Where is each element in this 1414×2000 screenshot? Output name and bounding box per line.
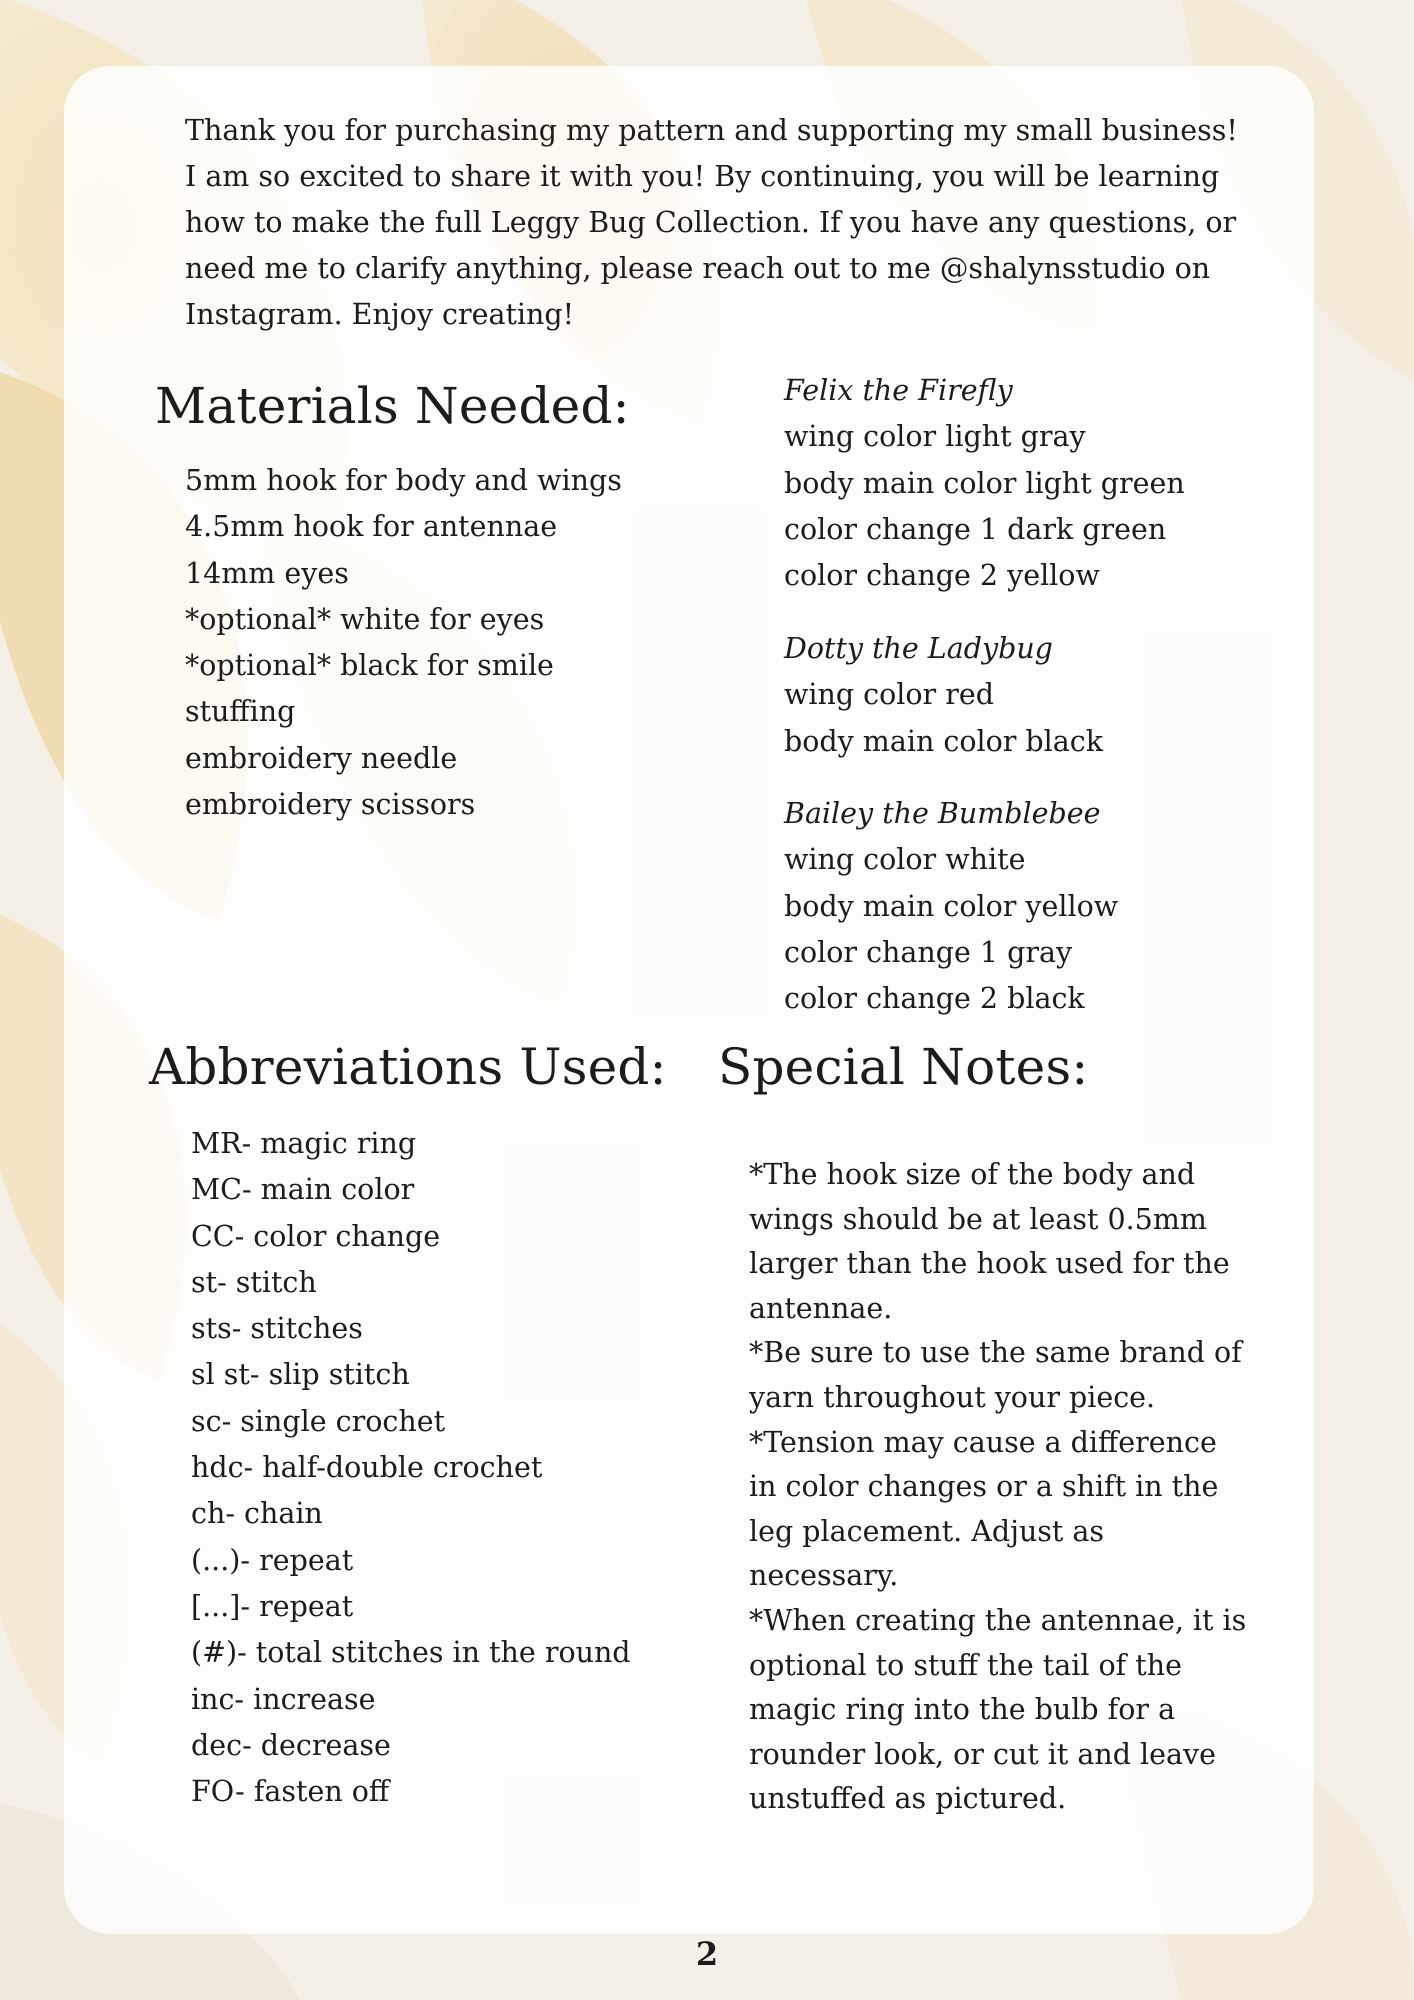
materials-list <box>185 458 622 828</box>
list-item: wing color white <box>784 843 1026 877</box>
list-item: embroidery needle <box>185 741 458 775</box>
list-item: MC- main color <box>191 1173 415 1207</box>
list-item: ch- chain <box>191 1497 323 1531</box>
list-item: 5mm hook for body and wings <box>185 464 622 497</box>
materials-heading: Materials Needed: <box>155 377 630 435</box>
special-note: *Be sure to use the same brand of yarn throughout your piece. <box>749 1336 1242 1414</box>
special-note: *When creating the antennae, it is optional to stuff the tail of the magic ring into the bulb for a rounder look, or cut it and leave unstuffed as pictured. <box>749 1603 1247 1816</box>
list-item: hdc- half-double crochet <box>191 1451 543 1485</box>
special-note: *The hook size of the body and wings should be at least 0.5mm larger than the hook used for the antennae. <box>749 1158 1230 1325</box>
list-item: *optional* black for smile <box>185 649 554 683</box>
list-item: st- stitch <box>191 1265 317 1299</box>
special-notes-text <box>749 1153 1249 1822</box>
list-item: sc- single crochet <box>191 1404 446 1438</box>
bug-dotty <box>784 626 1103 765</box>
list-item: 4.5mm hook for antennae <box>185 510 558 544</box>
list-item: color change 2 yellow <box>784 559 1100 593</box>
bug-bailey <box>784 791 1118 1022</box>
list-item: FO- fasten off <box>191 1775 390 1809</box>
abbreviations-list <box>191 1121 631 1815</box>
list-item: sl st- slip stitch <box>191 1358 410 1392</box>
list-item: wing color red <box>784 678 994 712</box>
abbreviations-heading: Abbreviations Used: <box>149 1038 667 1096</box>
bug-felix <box>784 368 1185 599</box>
bug-name: Felix the Firefly <box>784 374 1013 407</box>
list-item: inc- increase <box>191 1682 376 1716</box>
list-item: color change 1 dark green <box>784 512 1167 546</box>
list-item: (#)- total stitches in the round <box>191 1636 631 1670</box>
list-item: CC- color change <box>191 1219 441 1253</box>
list-item: *optional* white for eyes <box>185 602 545 636</box>
special-notes-heading: Special Notes: <box>718 1038 1089 1096</box>
list-item: 14mm eyes <box>185 556 349 590</box>
list-item: color change 2 black <box>784 982 1085 1016</box>
bug-name: Dotty the Ladybug <box>784 632 1053 665</box>
special-note: *Tension may cause a difference in color changes or a shift in the leg placement. Adjust as necessary. <box>749 1425 1219 1593</box>
list-item: stuffing <box>185 695 296 729</box>
list-item: body main color black <box>784 724 1104 758</box>
intro-paragraph: Thank you for purchasing my pattern and supporting my small business! I am so excited to share it with you! By continuing, you will be learning how to make the full Leggy Bug Collection. If you have any questions, or need me to clarify anything, please reach out to me @shalynsstudio on Instagram. Enjoy creating! <box>185 114 1238 331</box>
list-item: embroidery scissors <box>185 788 476 822</box>
list-item: MR- magic ring <box>191 1127 417 1160</box>
page-number: 2 <box>695 1935 719 1973</box>
list-item: [...]- repeat <box>191 1589 354 1623</box>
list-item: sts- stitches <box>191 1312 363 1346</box>
list-item: (...)- repeat <box>191 1543 354 1577</box>
list-item: dec- decrease <box>191 1728 391 1762</box>
list-item: color change 1 gray <box>784 935 1073 969</box>
list-item: body main color light green <box>784 466 1185 500</box>
list-item: wing color light gray <box>784 420 1086 454</box>
bug-name: Bailey the Bumblebee <box>784 797 1101 830</box>
list-item: body main color yellow <box>784 889 1119 923</box>
